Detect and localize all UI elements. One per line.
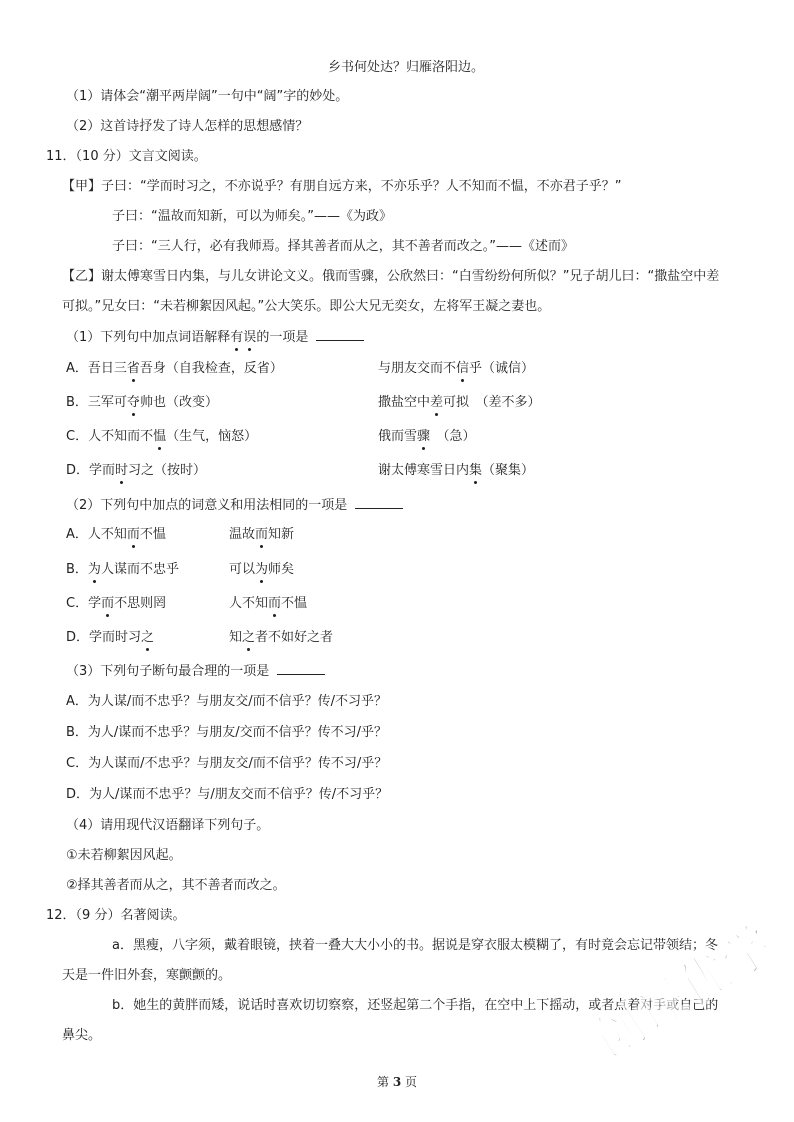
page-footer: 第 3 页 [376, 1075, 418, 1089]
passage-jia-line1: 【甲】子曰：“学而时习之，不亦说乎？有朋自远方来，不亦乐乎？人不知而不愠，不亦君子乎？” [62, 179, 622, 194]
q10-sub1: （1）请体会“潮平两岸阔”一句中“阔”字的妙处。 [66, 89, 349, 104]
q12-b-line1: b．她生的黄胖而矮，说话时喜欢切切察察，还竖起第二个手指，在空中上下摇动，或者点着对手或自己的 [112, 998, 719, 1013]
q11-p2-option-b-left: B．为人谋而不忠乎 [66, 562, 179, 577]
q11-p1-option-d-right: 谢太傅寒雪日内集（聚集） [378, 463, 535, 478]
watermark-text: 创课优学 [583, 915, 784, 1071]
q11-p3-stem: （3）下列句子断句最合理的一项是 [66, 662, 325, 681]
q11-p3-option-d: D．为人/谋而不忠乎？与/朋友交而不信乎？传/不习乎？ [66, 787, 389, 802]
page-number: 3 [392, 1075, 402, 1089]
passage-yi-line2: 可拟。”兄女曰：“未若柳絮因风起。”公大笑乐。即公大兄无奕女，左将军王凝之妻也。 [62, 299, 551, 314]
poem-last-line: 乡书何处达？归雁洛阳边。 [328, 60, 485, 75]
q11-p1-stem: （1）下列句中加点词语解释有误的一项是 [66, 328, 364, 347]
q11-p2-option-c-right: 人不知而不愠 [229, 596, 308, 611]
passage-jia-line3: 子曰：“三人行，必有我师焉。择其善者而从之，其不善者而改之。”——《述而》 [112, 239, 574, 254]
q11-p2-option-c-left: C．学而不思则罔 [66, 596, 167, 611]
q11-p2-option-b-right: 可以为师矣 [229, 562, 295, 577]
q11-p3-option-c: C．为人谋而/不忠乎？与朋友交/而不信乎？传不习/乎？ [66, 756, 388, 771]
passage-yi-line1: 【乙】谢太傅寒雪日内集，与儿女讲论文义。俄而雪骤，公欣然曰：“白雪纷纷何所似？”兄子胡儿曰：“撒盐空中差 [62, 269, 720, 284]
q11-p1-option-c-right: 俄而雪骤 （急） [378, 429, 476, 444]
answer-blank[interactable] [277, 662, 325, 675]
q11-p2-option-a-right: 温故而知新 [229, 527, 295, 542]
q11-p3-option-b: B．为人/谋而不忠乎？与朋友/交而不信乎？传不习/乎？ [66, 725, 388, 740]
q12-header: 12．（9 分）名著阅读。 [46, 908, 186, 923]
answer-blank[interactable] [316, 328, 364, 341]
q11-header: 11．（10 分）文言文阅读。 [46, 149, 207, 164]
watermark-logo [560, 895, 790, 1075]
q11-p1-option-a-right: 与朋友交而不信乎（诚信） [378, 361, 535, 376]
q10-sub2: （2）这首诗抒发了诗人怎样的思想感情？ [66, 119, 309, 134]
q11-p3-option-a: A．为人谋/而不忠乎？与朋友交/而不信乎？传/不习乎？ [66, 694, 388, 709]
q11-p2-option-d-left: D．学而时习之 [66, 630, 155, 645]
q11-p1-option-d-left: D．学而时习之（按时） [66, 463, 207, 478]
passage-jia-line2: 子曰：“温故而知新，可以为师矣。”——《为政》 [112, 209, 392, 224]
q11-p1-option-b-left: B．三军可夺帅也（改变） [66, 395, 218, 410]
q12-b-line2: 鼻尖。 [62, 1028, 102, 1043]
q11-p2-option-a-left: A．人不知而不愠 [66, 527, 166, 542]
q12-a-line2: 天是一件旧外套，寒颤颤的。 [62, 968, 232, 983]
q11-p1-option-b-right: 撒盐空中差可拟 （差不多） [378, 395, 541, 410]
q11-p1-option-a-left: A．吾日三省吾身（自我检查，反省） [66, 361, 283, 376]
q11-p4-sentence1: ①未若柳絮因风起。 [66, 848, 182, 863]
q11-p2-stem: （2）下列句中加点的词意义和用法相同的一项是 [66, 496, 403, 515]
q11-p2-option-d-right: 知之者不如好之者 [229, 630, 334, 645]
q12-a-line1: a．黑瘦，八字须，戴着眼镜，挟着一叠大大小小的书。据说是穿衣服太模糊了，有时竟会忘记带领结；冬 [112, 938, 718, 953]
answer-blank[interactable] [355, 496, 403, 509]
q11-p4-stem: （4）请用现代汉语翻译下列句子。 [66, 818, 270, 833]
q11-p4-sentence2: ②择其善者而从之，其不善者而改之。 [66, 878, 286, 893]
q11-p1-option-c-left: C．人不知而不愠（生气，恼怒） [66, 429, 258, 444]
